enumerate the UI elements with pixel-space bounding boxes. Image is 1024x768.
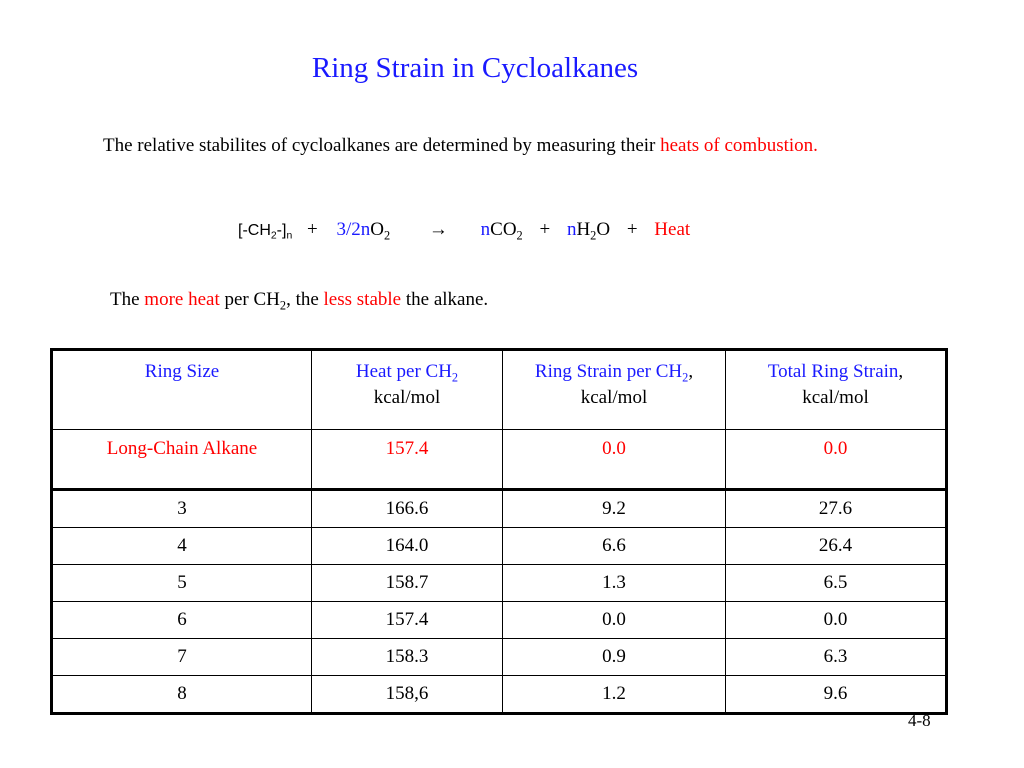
table-cell: 6.3 (726, 639, 947, 676)
table-cell: 6.5 (726, 565, 947, 602)
header-strain-label: Ring Strain per CH (534, 361, 683, 382)
table-cell: 0.0 (726, 430, 947, 490)
co2-coefficient: n (480, 219, 491, 240)
header-ring-size-label: Ring Size (144, 361, 220, 382)
table-cell: 0.0 (503, 430, 726, 490)
note-part-4: the alkane. (401, 289, 489, 310)
header-strain-per-ch2 (503, 350, 726, 430)
header-strain-comma: , (688, 361, 694, 382)
table-row (52, 528, 947, 565)
note-more-heat: more heat (144, 289, 220, 310)
header-heat-unit: kcal/mol (373, 387, 441, 408)
h2o-coefficient: n (566, 219, 577, 240)
stability-note (110, 289, 488, 311)
n-subscript: n (286, 230, 293, 242)
o2-coefficient: 3/2n (336, 219, 371, 240)
table-cell: 9.2 (503, 490, 726, 528)
table-cell: 4 (52, 528, 312, 565)
intro-body: The relative stabilites of cycloalkanes are determined by measuring their (103, 135, 661, 156)
dash-right: - (276, 222, 282, 239)
combustion-equation (238, 219, 690, 241)
plus-3: + (626, 219, 638, 240)
dash-left: - (242, 222, 248, 239)
h2o-subscript: 2 (590, 228, 597, 243)
page-title: Ring Strain in Cycloalkanes (311, 52, 639, 84)
note-part-2: per CH (219, 289, 280, 310)
table-cell: 3 (52, 490, 312, 528)
table-row (52, 565, 947, 602)
header-strain-sub: 2 (682, 370, 689, 385)
ch-subscript: 2 (270, 230, 277, 242)
header-total-unit: kcal/mol (802, 387, 869, 408)
table-cell: 5 (52, 565, 312, 602)
header-ring-size (52, 350, 312, 430)
note-subscript: 2 (279, 298, 287, 313)
note-less-stable: less stable (323, 289, 402, 310)
h2o-o: O (596, 219, 611, 240)
table-cell: 164.0 (312, 528, 503, 565)
h2o-h: H (576, 219, 591, 240)
table-cell: 157.4 (312, 602, 503, 639)
table-header-row (52, 350, 947, 430)
intro-text (103, 135, 818, 157)
table-cell: 0.0 (503, 602, 726, 639)
header-total-label: Total Ring Strain (767, 361, 899, 382)
table-row (52, 490, 947, 528)
table-row (52, 602, 947, 639)
intro-highlight: heats of combustion. (660, 135, 818, 156)
monomer-unit (238, 222, 293, 242)
table-cell: 7 (52, 639, 312, 676)
table-cell: 0.0 (726, 602, 947, 639)
table-cell: 6.6 (503, 528, 726, 565)
page-number: 4-8 (908, 711, 931, 730)
reference-row (52, 430, 947, 490)
co2-formula: CO (490, 219, 517, 240)
o2-subscript: 2 (383, 228, 391, 243)
table-cell: 6 (52, 602, 312, 639)
plus-2: + (539, 219, 551, 240)
table-cell: 26.4 (726, 528, 947, 565)
arrow-icon: → (428, 219, 448, 240)
note-part-1: The (110, 289, 145, 310)
table-cell: 9.6 (726, 676, 947, 714)
header-heat-per-ch2 (312, 350, 503, 430)
plus-1: + (306, 219, 318, 240)
table-cell: 158.3 (312, 639, 503, 676)
header-strain-unit: kcal/mol (580, 387, 648, 408)
header-heat-label: Heat per CH (355, 361, 452, 382)
table-cell: 158,6 (312, 676, 503, 714)
header-total-comma: , (898, 361, 904, 382)
note-part-3: , the (286, 289, 324, 310)
bracket-close: ] (282, 222, 287, 239)
table-cell: Long-Chain Alkane (52, 430, 312, 490)
header-total-strain (726, 350, 947, 430)
table-cell: 1.2 (503, 676, 726, 714)
bracket-open: [ (238, 222, 243, 239)
table-row (52, 639, 947, 676)
heat-term: Heat (654, 219, 691, 240)
table-cell: 157.4 (312, 430, 503, 490)
table-cell: 8 (52, 676, 312, 714)
co2-subscript: 2 (516, 228, 523, 243)
header-heat-sub: 2 (451, 370, 459, 385)
table-cell: 1.3 (503, 565, 726, 602)
table-row (52, 676, 947, 714)
ring-strain-table (50, 348, 948, 715)
o2-formula: O (370, 219, 384, 240)
table-cell: 0.9 (503, 639, 726, 676)
table-cell: 166.6 (312, 490, 503, 528)
table-cell: 27.6 (726, 490, 947, 528)
ch-group: CH (247, 222, 271, 239)
table-cell: 158.7 (312, 565, 503, 602)
